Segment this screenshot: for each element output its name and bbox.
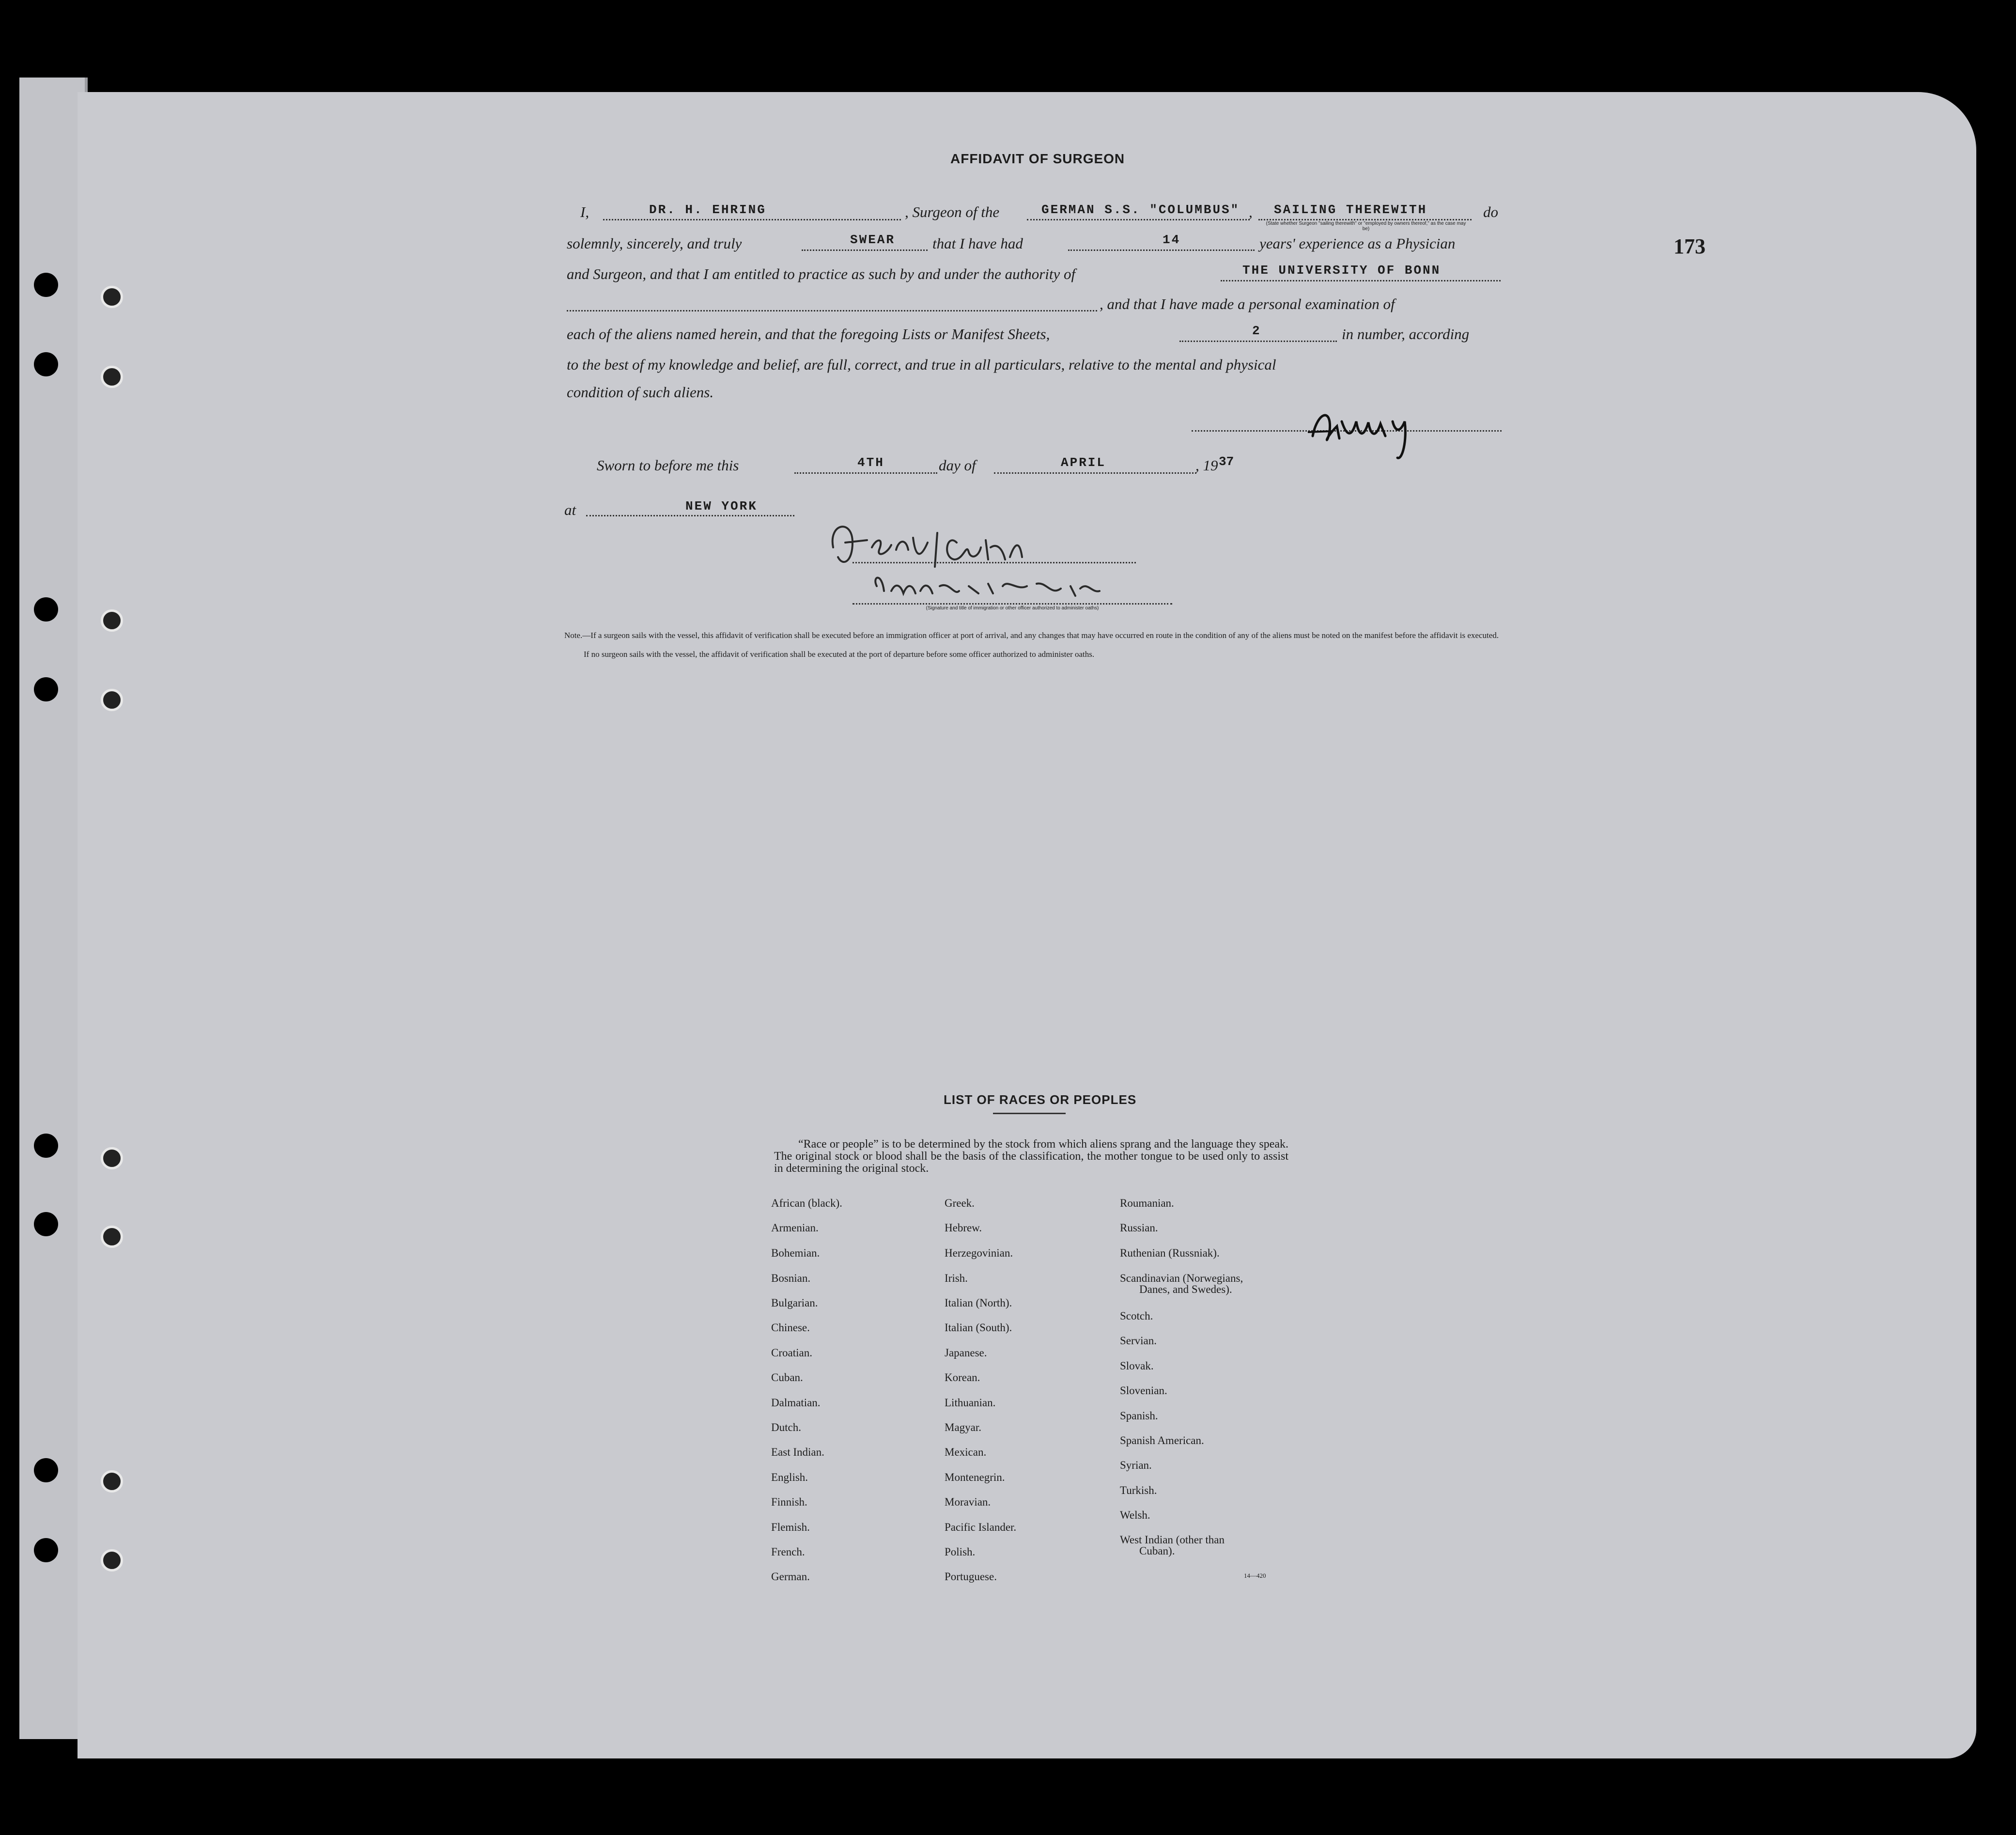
sworn-year: 37 xyxy=(1219,454,1234,469)
sheets-line xyxy=(1179,341,1337,342)
surgeon-name-line xyxy=(603,219,901,220)
surgeon-name: DR. H. EHRING xyxy=(649,202,766,217)
grommet xyxy=(101,366,123,388)
affidavit-text: do xyxy=(1483,203,1498,220)
affidavit-text: , Surgeon of the xyxy=(905,203,1000,220)
surgeon-status: SAILING THEREWITH xyxy=(1274,202,1427,217)
race-entry: East Indian. xyxy=(771,1446,824,1458)
affidavit-text: to the best of my knowledge and belief, are full, correct, and true in all particulars, relative to the mental and physical xyxy=(567,356,1276,373)
binder-hole xyxy=(34,597,58,622)
race-entry: Irish. xyxy=(945,1272,968,1284)
race-entry: German. xyxy=(771,1571,810,1583)
race-entry: Greek. xyxy=(945,1197,975,1209)
race-entry: Scotch. xyxy=(1120,1310,1153,1322)
authority: THE UNIVERSITY OF BONN xyxy=(1242,263,1441,278)
race-entry: Scandinavian (Norwegians, xyxy=(1120,1272,1243,1284)
grommet xyxy=(101,286,123,308)
race-entry: Turkish. xyxy=(1120,1484,1157,1496)
race-entry: African (black). xyxy=(771,1197,842,1209)
race-entry: Italian (North). xyxy=(945,1297,1012,1309)
affidavit-text: condition of such aliens. xyxy=(567,384,714,401)
affidavit-text: day of xyxy=(939,457,976,474)
race-entry: Welsh. xyxy=(1120,1509,1150,1521)
status-line xyxy=(1258,219,1472,220)
race-entry: Dalmatian. xyxy=(771,1397,821,1409)
race-entry: West Indian (other than xyxy=(1120,1534,1225,1546)
grommet xyxy=(101,1147,123,1169)
binder-hole xyxy=(34,352,58,376)
grommet xyxy=(101,1226,123,1248)
race-entry: Magyar. xyxy=(945,1421,982,1433)
sworn-day: 4TH xyxy=(857,455,884,470)
race-entry: Bulgarian. xyxy=(771,1297,818,1309)
race-entry: French. xyxy=(771,1546,805,1558)
surgeon-signature xyxy=(1303,392,1429,465)
affidavit-text: , and that I have made a personal examination of xyxy=(1100,295,1395,312)
sworn-place: NEW YORK xyxy=(685,499,758,513)
race-entry: Pacific Islander. xyxy=(945,1521,1017,1533)
officer-line-1 xyxy=(853,562,1136,563)
grommet xyxy=(101,1470,123,1493)
race-entry: Danes, and Swedes). xyxy=(1139,1283,1232,1295)
race-entry: Finnish. xyxy=(771,1496,807,1508)
authority-line xyxy=(1221,280,1501,281)
race-entry: Croatian. xyxy=(771,1347,812,1359)
race-entry: Hebrew. xyxy=(945,1222,982,1234)
place-line xyxy=(586,515,794,516)
affidavit-note-1: Note.—If a surgeon sails with the vessel, this affidavit of verification shall be executed before an immigration officer at port of arrival, and any changes that may have occurred en route in the condition of any of the aliens must be noted on the manifest before the affidavit is executed. xyxy=(564,631,1499,640)
oath-line xyxy=(802,249,928,251)
page-number: 173 xyxy=(1674,234,1706,258)
years-experience: 14 xyxy=(1163,233,1181,247)
race-entry: Bosnian. xyxy=(771,1272,811,1284)
affidavit-text: each of the aliens named herein, and that the foregoing Lists or Manifest Sheets, xyxy=(567,326,1050,342)
form-number: 14—420 xyxy=(1244,1572,1266,1579)
race-entry: Moravian. xyxy=(945,1496,991,1508)
race-entry: Cuban. xyxy=(771,1371,803,1384)
races-title: LIST OF RACES OR PEOPLES xyxy=(944,1092,1137,1107)
vessel-line xyxy=(1027,219,1250,220)
affidavit-text: that I have had xyxy=(932,235,1023,252)
race-entry: Flemish. xyxy=(771,1521,810,1533)
affidavit-title: AFFIDAVIT OF SURGEON xyxy=(950,151,1125,166)
race-entry: Chinese. xyxy=(771,1322,810,1334)
affidavit-text: years' experience as a Physician xyxy=(1259,235,1456,252)
race-entry: Servian. xyxy=(1120,1335,1157,1347)
sworn-month: APRIL xyxy=(1061,455,1106,470)
race-entry: Russian. xyxy=(1120,1222,1158,1234)
oath-type: SWEAR xyxy=(850,233,896,247)
race-entry: Cuban). xyxy=(1139,1545,1175,1557)
race-entry: Portuguese. xyxy=(945,1571,997,1583)
binder-hole xyxy=(34,1212,58,1236)
grommet xyxy=(101,1549,123,1571)
race-entry: Italian (South). xyxy=(945,1322,1012,1334)
race-entry: English. xyxy=(771,1471,808,1483)
affidavit-text: , 19 xyxy=(1195,457,1218,474)
races-intro: “Race or people” is to be determined by the stock from which aliens sprang and the language they speak. The original stock or blood shall be the basis of the classification, the mother tongue to be used only to assist in determining the original stock. xyxy=(774,1138,1288,1175)
race-entry: Syrian. xyxy=(1120,1459,1152,1471)
race-entry: Lithuanian. xyxy=(945,1397,996,1409)
sheets-count: 2 xyxy=(1252,324,1261,338)
years-line xyxy=(1068,249,1255,251)
grommet xyxy=(101,609,123,632)
affidavit-text: solemnly, sincerely, and truly xyxy=(567,235,742,252)
binder-hole xyxy=(34,1134,58,1158)
race-entry: Slovak. xyxy=(1120,1360,1154,1372)
authority-continued-line xyxy=(567,310,1097,311)
title-rule xyxy=(993,1113,1066,1114)
affidavit-text: in number, according xyxy=(1342,326,1470,342)
affidavit-text: and Surgeon, and that I am entitled to practice as such by and under the authority of xyxy=(567,265,1076,282)
race-entry: Korean. xyxy=(945,1371,980,1384)
affidavit-note-2: If no surgeon sails with the vessel, the affidavit of verification shall be executed at the port of departure before some officer authorized to administer oaths. xyxy=(584,650,1095,659)
vessel-name: GERMAN S.S. "COLUMBUS" xyxy=(1041,202,1240,217)
race-entry: Spanish American. xyxy=(1120,1434,1204,1446)
race-entry: Polish. xyxy=(945,1546,976,1558)
officer-caption: (Signature and title of immigration or other officer authorized to administer oaths) xyxy=(926,606,1099,611)
month-line xyxy=(994,472,1196,474)
race-entry: Montenegrin. xyxy=(945,1471,1005,1483)
affidavit-text: I, xyxy=(580,203,589,220)
race-entry: Slovenian. xyxy=(1120,1384,1167,1397)
race-entry: Herzegovinian. xyxy=(945,1247,1013,1259)
day-line xyxy=(794,472,937,474)
grommet xyxy=(101,689,123,711)
binder-hole xyxy=(34,1458,58,1482)
binder-hole xyxy=(34,1538,58,1562)
affidavit-text: Sworn to before me this xyxy=(597,457,739,474)
race-entry: Spanish. xyxy=(1120,1410,1158,1422)
binder-hole xyxy=(34,677,58,701)
affidavit-text: , xyxy=(1249,203,1253,220)
affidavit-text: at xyxy=(564,501,576,518)
status-caption: (State whether Surgeon "sailing therewith" or "employed by owners thereof," as the case may be) xyxy=(1266,221,1466,232)
binder-hole xyxy=(34,273,58,297)
race-entry: Ruthenian (Russniak). xyxy=(1120,1247,1220,1259)
race-entry: Dutch. xyxy=(771,1421,801,1433)
race-entry: Mexican. xyxy=(945,1446,987,1458)
officer-line-2 xyxy=(853,603,1172,605)
race-entry: Japanese. xyxy=(945,1347,987,1359)
race-entry: Armenian. xyxy=(771,1222,819,1234)
race-entry: Roumanian. xyxy=(1120,1197,1174,1209)
race-entry: Bohemian. xyxy=(771,1247,820,1259)
